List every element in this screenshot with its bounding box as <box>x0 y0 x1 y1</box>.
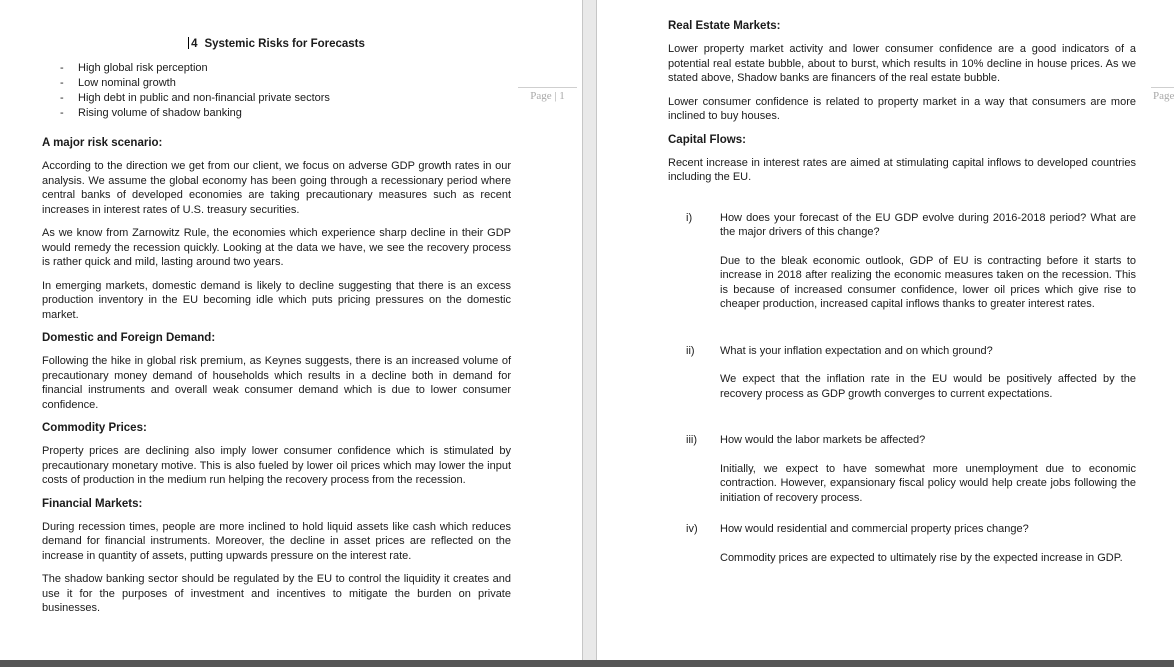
question-answer-list <box>668 211 1136 566</box>
paragraph: During recession times, people are more inclined to hold liquid assets like cash which reduces demand for financial instruments. Moreover, the decline in asset prices are reflected on the increase in quantity of assets, putting upwards pressure on the interest rate. <box>42 520 511 562</box>
question-text: What is your inflation expectation and on which ground? <box>720 344 993 357</box>
document-title <box>42 37 511 51</box>
list-item <box>42 106 511 121</box>
page-number-label: Page | 1 <box>530 90 565 102</box>
question-text: How would residential and commercial property prices change? <box>720 523 1029 535</box>
bullet-dash: - <box>60 62 64 74</box>
page-1-surface[interactable] <box>42 0 511 625</box>
paragraph: Lower property market activity and lower consumer confidence are a good indicators of a potential real estate bubble, about to burst, which results in 10% decline in house prices. As we stated above, Shadow banks are financers of the real estate bubble. <box>668 43 1136 84</box>
question-text: How does your forecast of the EU GDP evolve during 2016-2018 period? What are the major drivers of this change? <box>720 211 1136 238</box>
paragraph: Recent increase in interest rates are aimed at stimulating capital inflows to developed countries including the EU. <box>668 156 1136 183</box>
heading-commodity-prices: Commodity Prices: <box>42 422 147 434</box>
question-number: iii) <box>686 434 697 446</box>
heading-capital-flows: Capital Flows: <box>668 133 746 146</box>
bullet-text: High global risk perception <box>78 62 208 74</box>
answer-text: Due to the bleak economic outlook, GDP of EU is contracting before it starts to increase in 2018 after realizing the economic measures taken on the recession. This is because of increased consumer confidence, lower oil prices which give rise to cheaper production, increased capital inflows thanks to greater interest rates. <box>720 254 1136 310</box>
answer-text: Initially, we expect to have somewhat more unemployment due to economic contraction. However, expansionary fiscal policy would help create jobs following the initiation of recovery process. <box>720 462 1136 504</box>
text-cursor <box>188 37 189 49</box>
paragraph: Following the hike in global risk premium, as Keynes suggests, there is an increased volume of precautionary money demand of households which results in a decline both in demand for financial instruments and overall weak consumer demand which is due to lower consumer confidence. <box>42 355 511 411</box>
paragraph: Property prices are declining also imply lower consumer confidence which is stimulated by precautionary monetary motive. This is also fueled by lower oil prices which may lower the input costs of production in the medium run helping the recovery process from the recession. <box>42 445 511 486</box>
heading-financial-markets: Financial Markets: <box>42 497 143 510</box>
page-1-number-header <box>518 87 577 102</box>
paragraph: According to the direction we get from our client, we focus on adverse GDP growth rates in our analysis. We assume the global economy has been going through a recessionary period where central banks of developed economies are taking precautionary measures such as recent increases in interest rates of U.S. treasury securities. <box>42 160 511 216</box>
bullet-text: Rising volume of shadow banking <box>78 107 242 119</box>
qa-item <box>668 211 1136 312</box>
page-2-number-header <box>1151 87 1174 102</box>
bullet-dash: - <box>60 92 64 104</box>
paragraph: The shadow banking sector should be regulated by the EU to control the liquidity it creates and use it for the purposes of investment and incentives to mitigate the burden on private businesses. <box>42 573 511 614</box>
bullet-text: Low nominal growth <box>78 77 176 89</box>
bullet-dash: - <box>60 77 64 89</box>
question-text: How would the labor markets be affected? <box>720 434 926 446</box>
list-item <box>42 76 511 91</box>
window-bottom-edge <box>0 660 1174 667</box>
title-text: Systemic Risks for Forecasts <box>204 38 365 50</box>
heading-major-risk-scenario: A major risk scenario: <box>42 137 163 149</box>
question-number: i) <box>686 211 693 224</box>
qa-item <box>668 522 1136 565</box>
page-separator <box>582 0 597 660</box>
list-item <box>42 61 511 76</box>
title-number: 4 <box>191 38 198 50</box>
page-number-label: Page <box>1153 90 1174 102</box>
qa-item <box>668 344 1136 402</box>
paragraph: Lower consumer confidence is related to property market in a way that consumers are more inclined to buy houses. <box>668 95 1136 122</box>
question-number: iv) <box>686 523 698 535</box>
heading-real-estate-markets: Real Estate Markets: <box>668 20 781 32</box>
paragraph: In emerging markets, domestic demand is likely to decline suggesting that there is an excess production inventory in the EU becoming idle which puts pricing pressures on the domestic market. <box>42 279 511 321</box>
question-number: ii) <box>686 344 695 357</box>
bullet-text: High debt in public and non-financial private sectors <box>78 92 330 104</box>
paragraph: As we know from Zarnowitz Rule, the economies which experience sharp decline in their GDP would remedy the recession quickly. Looking at the data we have, we see the recovery process is rather quick and mild, lasting around two years. <box>42 227 511 268</box>
list-item <box>42 91 511 106</box>
heading-domestic-foreign-demand: Domestic and Foreign Demand: <box>42 332 216 344</box>
answer-text: Commodity prices are expected to ultimately rise by the expected increase in GDP. <box>720 551 1123 564</box>
answer-text: We expect that the inflation rate in the EU would be positively affected by the recovery process as GDP growth converges to current expectations. <box>720 373 1136 400</box>
bullet-dash: - <box>60 107 64 119</box>
page-2-surface[interactable] <box>668 0 1136 565</box>
risk-bullet-list <box>42 61 511 121</box>
qa-item <box>668 433 1136 505</box>
